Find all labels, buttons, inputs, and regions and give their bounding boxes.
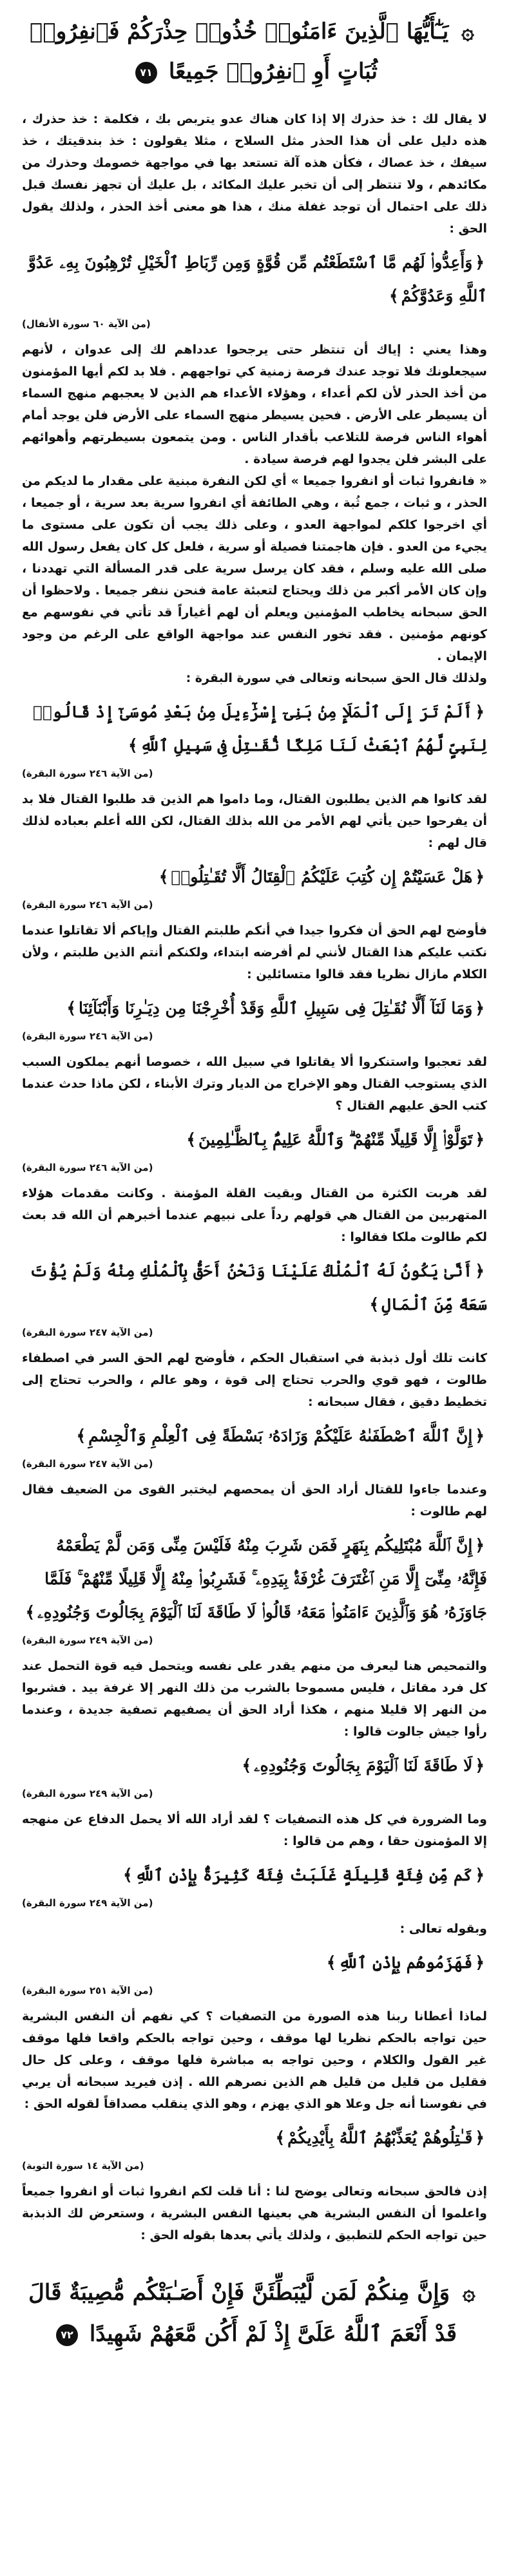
paragraph: كانت تلك أول ذبذبة في استقبال الحكم ، فأوضح لهم الحق السر في اصطفاء طالوت ، فهو قوي والحرب تحتاج إلى قوة ، وهو عالم ، والحرب تحتاج إلى تخطيط دقيق ، فقال سبحانه : [22,1351,487,1409]
paragraph: وعندما جاءوا للقتال أراد الحق أن يمحصهم ليختبر القوى من الضعيف فقال لهم طالوت : [22,1482,487,1519]
verse-reference: (من الآية ١٤ سورة التوبة) [22,2160,144,2172]
quote-text: هَلْ عَسَيْتُمْ إِن كُتِبَ عَلَيْكُمُ ٱلْقِتَالُ أَلَّا تُقَـٰتِلُوا۟ [171,867,473,886]
quran-quote [22,246,487,313]
verse-header-line-1: يَـٰٓأَيُّهَا ٱلَّذِينَ ءَامَنُوا۟ خُذُوا۟ حِذْرَكُمْ فَٱنفِرُوا۟ [30,19,449,44]
quote-text: قَـٰتِلُوهُمْ يُعَذِّبْهُمُ ٱللَّهُ بِأَيْدِيكُمْ [287,2128,473,2147]
bracket-icon: ﴿ [475,999,485,1018]
bracket-icon: ﴿ [475,1953,485,1972]
quote-text: إِنَّ ٱللَّهَ ٱصْطَفَىٰهُ عَلَيْكُمْ وَزَادَهُۥ بَسْطَةً فِى ٱلْعِلْمِ وَٱلْجِسْمِ [88,1426,473,1445]
quran-quote [22,1419,487,1453]
quran-quote [22,1946,487,1980]
bracket-icon: ﴿ [475,703,485,721]
paragraph: فأوضح لهم الحق أن فكروا جيدا في أنكم طلبتم القتال وإياكم ألا تقاتلوا عندما نكتب عليكم هذا القتال لأنني لم أفرضه ابتداء، ولكنكم أنتم الذين طلبتم ، ولأن الكلام مازال نظريا فقد قالوا متسائلين : [22,923,487,981]
quote-text: كَم مِّن فِئَةٍ قَلِيلَةٍ غَلَبَتْ فِئَةً كَثِيرَةًۢ بِإِذْنِ ٱللَّهِ [135,1866,473,1884]
verse-reference: (من الآية ٦٠ سورة الأنفال) [22,318,151,330]
bracket-icon: ﴿ [475,1756,485,1775]
quote-text: وَمَا لَنَآ أَلَّا نُقَـٰتِلَ فِى سَبِيلِ ٱللَّهِ وَقَدْ أُخْرِجْنَا مِن دِيَـٰرِنَا وَأَبْنَآئِنَا [79,999,473,1018]
bracket-icon: ﴾ [25,1603,35,1622]
verse-reference: (من الآية ٢٤٧ سورة البقرة) [22,1458,153,1470]
quote-text: تَوَلَّوْا۟ إِلَّا قَلِيلًا مِّنْهُمْ ۗ وَٱللَّهُ عَلِيمٌۢ بِٱلظَّـٰلِمِينَ [198,1130,473,1149]
paragraph: لا يقال لك : خذ حذرك إلا إذا كان هناك عدو يتربص بك ، فكلمة : خذ حذرك ، هذه دليل على أن هذا الحذر مثل السلاح ، مثلا يقولون : خذ بندقيتك ، خذ سيفك ، خذ عصاك ، فكأن هذه آلة تستعد بها في مواجهة خصومك وحذرك من مكائدهم ، ولا تنتظر إلى أن تخبر عليك المكائد ، بل عليك أن تجهز نفسك قبل ذلك على احتمال أن توجد غفلة منك ، هذا هو معنى أخذ الحذر ، ولذلك يقول الحق : [22,112,487,236]
quran-quote [22,2121,487,2155]
bracket-icon: ﴾ [66,999,77,1018]
bracket-icon: ﴾ [369,1295,379,1314]
paragraph: « فانفروا ثبات أو انفروا جميعا » أي لكن النفرة مبنية على مقدار ما لديكم من الحذر ، و ثبات ، جمع ثُبة ، وهي الطائفة أي انفروا سرية بعد سرية ، أو جميعا ، أي اخرجوا كلكم لمواجهة العدو ، وعلى ذلك يجب أن تكون على مستوى ما يجيء من العدو . فإن هاجمتنا فصيلة أو سرية ، فلعل كل كان يفعل رسول الله صلى الله عليه وسلم ، فقد كان يرسل سرية على قدر المسألة التي تهددنا ، وإن كان الأمر أكبر من ذلك ويحتاج لتعبئة عامة فنحن ننفر جميعا . ولاحظوا أن الحق سبحانه يخاطب المؤمنين ويعلم أن لهم أغياراً قد تأتي في نفوسهم مع كونهم مؤمنين . فقد تخور النفس عند مواجهة الواقع على الرغم من وجود الإيمان . [22,474,487,663]
bracket-icon: ﴿ [475,2128,485,2147]
bracket-icon: ﴿ [475,1130,485,1149]
bracket-icon: ﴿ [475,1866,485,1884]
footer-verse-line-2: قَدْ أَنْعَمَ ٱللَّهُ عَلَىَّ إِذْ لَمْ أَكُن مَّعَهُمْ شَهِيدًا [89,2321,457,2347]
verse-number-badge: ٧٢ [56,2324,78,2346]
verse-reference: (من الآية ٢٤٧ سورة البقرة) [22,1327,153,1338]
verse-reference: (من الآية ٢٤٩ سورة البقرة) [22,1788,153,1799]
bracket-icon: ﴿ [475,867,485,886]
quote-text: أَلَمْ تَرَ إِلَى ٱلْمَلَإِ مِنۢ بَنِىٓ إِسْرَٰٓءِيلَ مِنۢ بَعْدِ مُوسَىٰٓ إِذْ قَالُوا۟ لِنَبِىٍّ لَّهُمُ ٱبْعَثْ لَنَا مَلِكًا نُّقَـٰتِلْ فِى سَبِيلِ ٱللَّهِ [32,703,487,755]
quran-quote [22,1255,487,1321]
bracket-icon: ﴾ [76,1426,86,1445]
bracket-icon: ﴾ [128,736,138,755]
quote-text: إِنَّ ٱللَّهَ مُبْتَلِيكُم بِنَهَرٍ فَمَن شَرِبَ مِنْهُ فَلَيْسَ مِنِّى وَمَن لَّمْ يَطْعَمْهُ فَإِنَّهُۥ مِنِّىٓ إِلَّا مَنِ ٱغْتَرَفَ غُرْفَةًۢ بِيَدِهِۦ ۚ فَشَرِبُوا۟ مِنْهُ إِلَّا قَلِيلًا مِّنْهُمْ ۚ فَلَمَّا جَاوَزَهُۥ هُوَ وَٱلَّذِينَ ءَامَنُوا۟ مَعَهُۥ قَالُوا۟ لَا طَاقَةَ لَنَا ٱلْيَوْمَ بِجَالُوتَ وَجُنُودِهِۦ [37,1536,487,1622]
paragraph: لقد كانوا هم الذين يطلبون القتال، وما داموا هم الذين قد طلبوا القتال فلا بد أن يفرحوا حين يأتي لهم الأمر من الله بذلك القتال، لكن الله أعلم بعباده لذلك قال لهم : [22,792,487,850]
paragraph: لماذا أعطانا ربنا هذه الصورة من التصفيات ؟ كي نفهم أن النفس البشرية حين تواجه بالحكم نظريا لها موقف ، وحين تواجه بالحكم واقعا فلها موقف غير القول والكلام ، وحين تواجه به مباشرة فلها موقف ، وعلى كل حال فقليل من قليل من قليل هم الذين نصرهم الله . إذن فيريد سبحانه أن يربي في نفوسنا أنه جل وعلا هو الذي يهزم ، وهو الذي ينقلب مصداقاً لقوله الحق : [22,2009,487,2111]
verse-reference: (من الآية ٢٤٦ سورة البقرة) [22,899,153,911]
quote-text: وَأَعِدُّوا۟ لَهُم مَّا ٱسْتَطَعْتُم مِّن قُوَّةٍ وَمِن رِّبَاطِ ٱلْخَيْلِ تُرْهِبُونَ بِهِۦ عَدُوَّ ٱللَّهِ وَعَدُوَّكُمْ [28,253,487,305]
paragraph: لقد تعجبوا واستنكروا ألا يقاتلوا في سبيل الله ، خصوصا أنهم يملكون السبب الذي يستوجب القتال وهو الإخراج من الديار وترك الأبناء ، لكن ماذا حدث عندما كتب الحق عليهم القتال ؟ [22,1055,487,1113]
quran-quote [22,1859,487,1892]
ornament-icon: ۞ [461,19,474,44]
paragraph: والتمحيص هنا ليعرف من منهم يقدر على نفسه ويتحمل فيه قوة التحمل عند كل فرد مقاتل ، فليس مسموحا بالشرب من ذلك النهر إلا غرفة بيد . فشربوا من النهر إلا قليلا منهم ، هكذا أراد الحق أن يصفيهم تصفية جديدة ، وعندما رأوا جيش جالوت قالوا : [22,1659,487,1739]
footer-verse-line-1: وَإِنَّ مِنكُمْ لَمَن لَّيُبَطِّئَنَّ فَإِنْ أَصَـٰبَتْكُم مُّصِيبَةٌ قَالَ [28,2280,450,2306]
bracket-icon: ﴾ [389,287,399,305]
bracket-icon: ﴿ [475,253,485,272]
bracket-icon: ﴾ [326,1953,336,1972]
quran-quote [22,1749,487,1783]
verse-reference: (من الآية ٢٥١ سورة البقرة) [22,1985,153,1996]
commentary-body [22,108,487,2246]
bracket-icon: ﴾ [122,1866,133,1884]
bracket-icon: ﴿ [475,1426,485,1445]
verse-reference: (من الآية ٢٤٦ سورة البقرة) [22,1162,153,1173]
quran-quote [22,696,487,762]
quran-quote [22,1529,487,1629]
quote-text: فَهَزَمُوهُم بِإِذْنِ ٱللَّهِ [338,1953,473,1972]
bracket-icon: ﴾ [158,867,169,886]
verse-header-line-2: ثُبَاتٍ أَوِ ٱنفِرُوا۟ جَمِيعًا [168,59,378,84]
paragraph: وما الضرورة في كل هذه التصفيات ؟ لقد أراد الله ألا يحمل الدفاع عن منهجه إلا المؤمنون حقا ، وهم من قالوا : [22,1812,487,1848]
verse-reference: (من الآية ٢٤٩ سورة البقرة) [22,1634,153,1646]
bracket-icon: ﴿ [475,1262,485,1280]
bracket-icon: ﴿ [475,1536,485,1555]
paragraph: وهذا يعني : إياك أن تنتظر حتى يرجحوا عدداهم لك إلى عدوان ، لأنهم سيجعلونك فلا توجد عندك فرصة زمنية كي تواجههم . فلا بد لكم أيها المؤمنون من أخذ الحذر لأن لكم أعداء ، وهؤلاء الأعداء هم الذين لا يعجبهم منهج السماء أن يسيطر على الأرض . فحين يسيطر منهج السماء على الأرض فلن يوجد أمام أهواء الناس فرصة للتلاعب بأقدار الناس . ومن يتمعون بسيطرتهم وأهوائهم على البشر فلن يجدوا لهم فرصة سيادة . [22,343,487,466]
quote-text: أَنَّىٰ يَكُونُ لَهُ ٱلْمُلْكُ عَلَيْنَا وَنَحْنُ أَحَقُّ بِٱلْمُلْكِ مِنْهُ وَلَمْ يُؤْتَ سَعَةً مِّنَ ٱلْمَالِ [29,1262,487,1314]
paragraph: إذن فالحق سبحانه وتعالى يوضح لنا : أنا قلت لكم انفروا ثبات أو انفروا جميعاً واعلموا أن النفس البشرية هي بعينها النفس البشرية ، وستعرض لك الذبذبة حين تواجه الحكم للتطبيق ، ولذلك يأتي بعدها بقوله الحق : [22,2184,487,2242]
bracket-icon: ﴾ [186,1130,196,1149]
verse-number-badge: ٧١ [135,62,157,84]
verse-header [22,0,487,108]
footer-verse [22,2272,487,2354]
quran-quote [22,992,487,1025]
paragraph: وبقوله تعالى : [399,1922,487,1936]
ornament-icon: ۞ [462,2280,475,2306]
bracket-icon: ﴾ [242,1756,252,1775]
verse-reference: (من الآية ٢٤٩ سورة البقرة) [22,1897,153,1909]
verse-reference: (من الآية ٢٤٦ سورة البقرة) [22,1030,153,1042]
quran-quote [22,860,487,894]
paragraph: ولذلك قال الحق سبحانه وتعالى في سورة البقرة : [186,671,487,685]
paragraph: لقد هربت الكثرة من القتال وبقيت القلة المؤمنة . وكانت مقدمات هؤلاء المتهربين من القتال هي قولهم رداً على نبيهم عندما أخبرهم أن الله قد بعث لكم طالوت ملكا فقالوا : [22,1186,487,1244]
bracket-icon: ﴾ [275,2128,285,2147]
quote-text: لَا طَاقَةَ لَنَا ٱلْيَوْمَ بِجَالُوتَ وَجُنُودِهِۦ [254,1756,473,1775]
quran-quote [22,1123,487,1157]
verse-reference: (من الآية ٢٤٦ سورة البقرة) [22,768,153,779]
